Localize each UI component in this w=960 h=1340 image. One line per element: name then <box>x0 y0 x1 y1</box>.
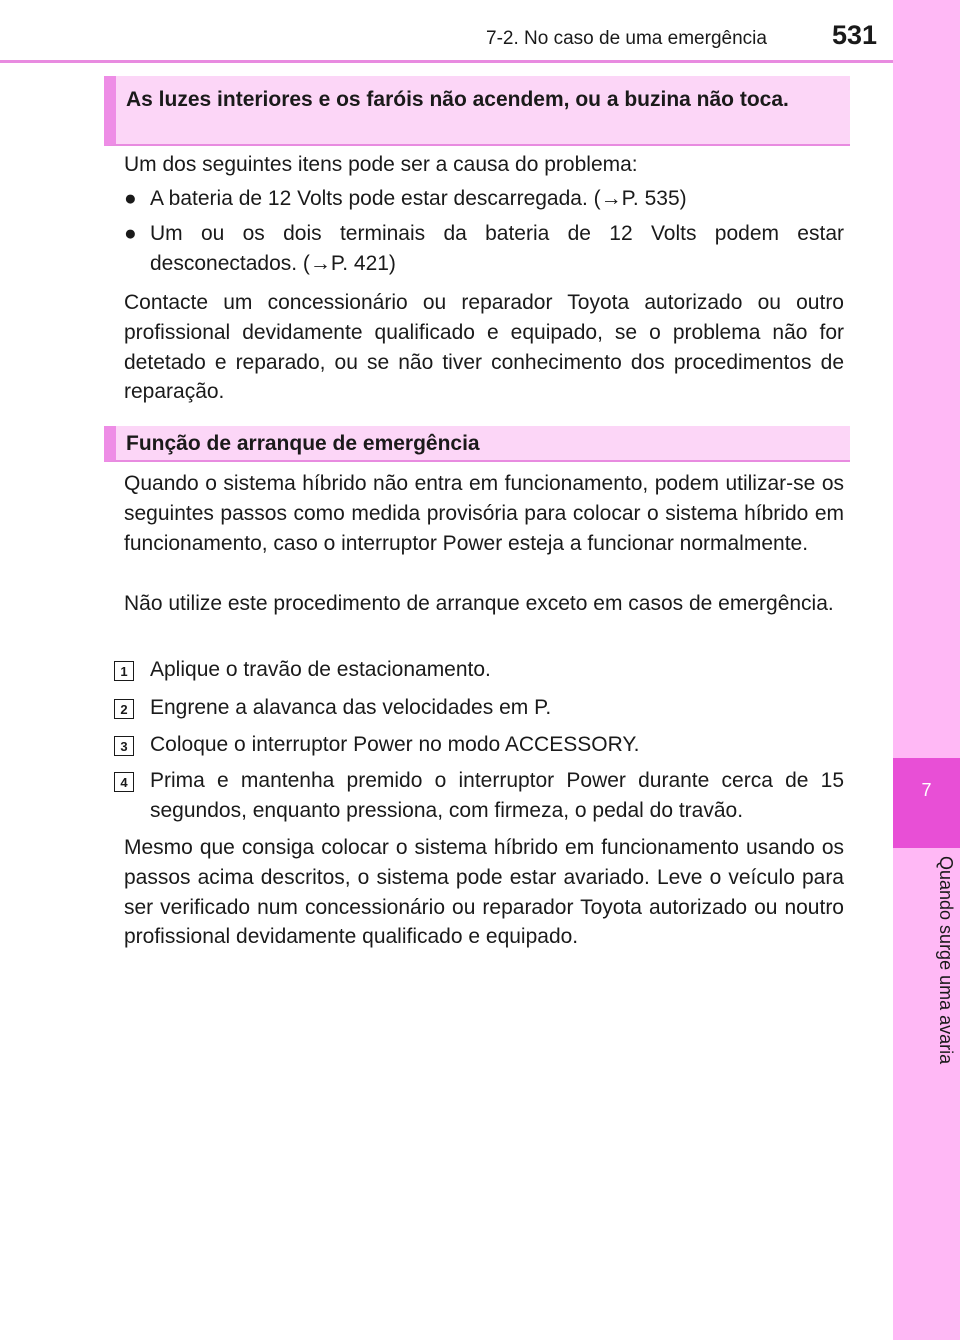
chapter-number: 7 <box>921 780 932 800</box>
section-label: 7-2. No caso de uma emergência <box>486 28 767 49</box>
step-number-badge: 1 <box>114 661 134 681</box>
step-text: Prima e mantenha premido o interruptor Power durante cerca de 15 segundos, enquanto pressiona, com firmeza, o pedal do travão. <box>150 769 844 822</box>
side-tab <box>893 0 960 1340</box>
paragraph: Quando o sistema híbrido não entra em funcionamento, podem utilizar-se os seguintes passos como medida provisória para colocar o sistema híbrido em funcionamento, caso o interruptor Power esteja a funcionar normalmente. <box>124 472 844 555</box>
step-text: Aplique o travão de estacionamento. <box>150 658 491 681</box>
section-heading: Função de arranque de emergência <box>104 426 850 462</box>
chapter-title: Quando surge uma avaria <box>936 856 956 1065</box>
step-number-badge: 4 <box>114 772 134 792</box>
bullet-icon: ● <box>124 222 137 245</box>
step-item <box>114 730 844 760</box>
list-item-text: Um ou os dois terminais da bateria de 12 Volts podem estar desconectados. (→P. 421) <box>150 222 844 275</box>
step-text: Engrene a alavanca das velocidades em P. <box>150 696 552 719</box>
paragraph: Contacte um concessionário ou reparador Toyota autorizado ou outro profissional devidamente qualificado e equipado, se o problema não for detetado e reparado, ou se não tiver conhecimento dos procedimentos de reparação. <box>124 291 844 404</box>
paragraph: Um dos seguintes itens pode ser a causa do problema: <box>124 153 638 176</box>
step-number-badge: 2 <box>114 699 134 719</box>
section-heading: As luzes interiores e os faróis não acendem, ou a buzina não toca. <box>104 76 850 146</box>
list-item <box>124 219 844 279</box>
page-number: 531 <box>832 20 878 50</box>
header-divider <box>0 60 893 63</box>
bullet-icon: ● <box>124 187 137 210</box>
list-item-text: A bateria de 12 Volts pode estar descarregada. (→P. 535) <box>150 187 687 210</box>
step-item <box>114 655 844 685</box>
paragraph: Mesmo que consiga colocar o sistema híbrido em funcionamento usando os passos acima descritos, o sistema pode estar avariado. Leve o veículo para ser verificado num concessionário ou reparador Toyota autorizado ou noutro profissional devidamente qualificado e equipado. <box>124 836 844 949</box>
list-item <box>124 184 844 214</box>
step-text: Coloque o interruptor Power no modo ACCESSORY. <box>150 733 640 756</box>
step-number-badge: 3 <box>114 736 134 756</box>
paragraph: Não utilize este procedimento de arranque exceto em casos de emergência. <box>124 592 834 615</box>
chapter-tab <box>893 758 960 848</box>
step-item <box>114 766 844 826</box>
step-item <box>114 693 844 723</box>
